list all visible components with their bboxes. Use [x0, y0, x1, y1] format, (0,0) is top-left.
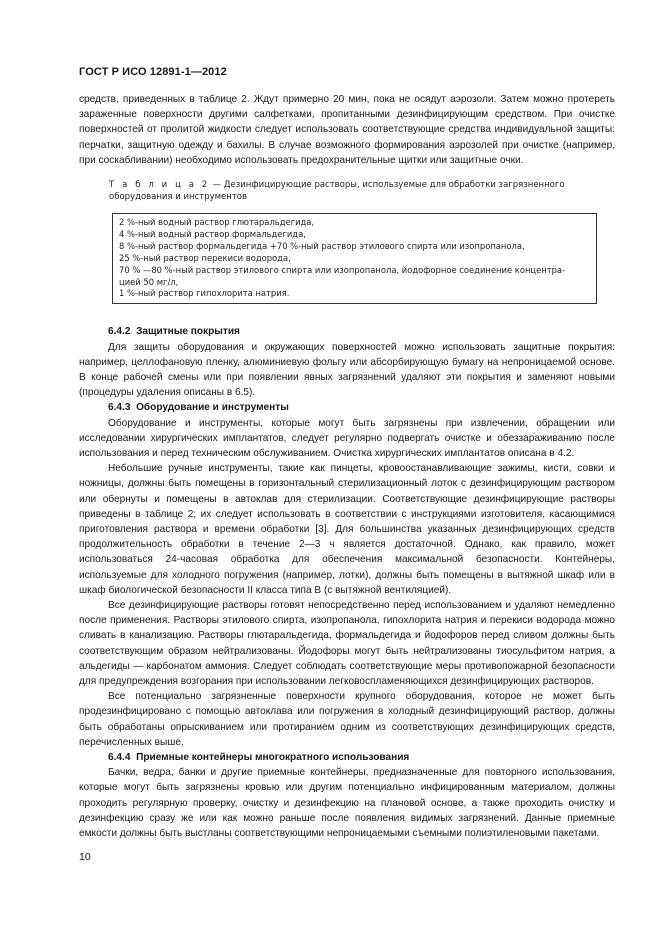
document-header: ГОСТ Р ИСО 12891-1—2012: [79, 66, 227, 78]
table-row: 8 %-ный раствор формальдегида +70 %-ный раствор этилового спирта или изопропанола,: [119, 240, 525, 251]
section-643-paragraph-4: Все потенциально загрязненные поверхности крупного оборудования, которое не может быть продезинфицировано с помощью автоклава или погружения в холодный дезинфицирующий раствор, должны быть обработаны опрыскиванием или протиранием одним из соответствующих дезинфицирующих средств, перечисленных выше.: [79, 691, 615, 748]
section-643-paragraph-3: Все дезинфицирующие растворы готовят непосредственно перед использованием и удаляют немедленно после применения. Растворы этилового спирта, изопропанола, гипохлорита натрия и перекиси водорода можно сливать в канализацию. Растворы глютаральдегида, формальдегида и йодофоров перед сливом должны быть соответствующим образом нейтрализованы. Йодофоры могут быть нейтрализованы тиосульфитом натрия, а альдегиды — карбонатом аммония. Следует соблюдать соответствующие меры противопожарной безопасности для предупреждения возгорания при использовании легковоспламеняющихся дезинфицирующих растворов.: [79, 600, 615, 688]
table-row: 70 % —80 %-ный раствор этилового спирта или изопропанола, йодофорное соединение концентра-: [119, 264, 566, 275]
section-643-paragraph-1: Оборудование и инструменты, которые могут быть загрязнены при извлечении, обращении или исследовании хирургических имплантатов, следует регулярно подвергать очистке и обеззараживанию после использования и перед техническим обслуживанием. Очистка хирургических имплантатов описана в 4.2.: [79, 417, 615, 459]
table-2-box: [112, 213, 597, 304]
section-number: 6.4.4: [108, 752, 131, 764]
table-row: 25 %-ный раствор перекиси водорода,: [119, 252, 291, 263]
page-number: 10: [79, 851, 91, 863]
section-644-paragraph: Бачки, ведра, банки и другие приемные контейнеры, предназначенные для повторного использования, которые могут быть загрязнены кровью или другим потенциально инфицированным материалом, должны проходить регулярную проверку, очистку и дезинфекцию на плановой основе, а также проходить очистку и дезинфекцию сразу же или как можно раньше после появления видимых загрязнений. Данные приемные емкости должны быть выстланы соответствующими непроницаемыми съемными полиэтиленовыми пакетами.: [79, 767, 615, 840]
table-2-caption: [109, 180, 615, 203]
section-643-heading: [79, 400, 615, 415]
section-number: 6.4.3: [108, 402, 131, 414]
document-body: [79, 92, 615, 841]
table-row: 2 %-ный водный раствор глютаральдегида,: [119, 217, 315, 228]
table-row: 1 %-ный раствор гипохлорита натрия.: [119, 288, 290, 299]
table-2-label: Т а б л и ц а 2: [109, 180, 210, 191]
section-title: Приемные контейнеры многократного использования: [136, 752, 410, 764]
section-644-heading: [79, 750, 615, 765]
table-row: 4 %-ный водный раствор формальдегида,: [119, 228, 306, 239]
section-title: Оборудование и инструменты: [136, 402, 289, 414]
section-643-paragraph-2: Небольшие ручные инструменты, такие как пинцеты, кровоостанавливающие зажимы, кисти, совки и ножницы, должны быть помещены в горизонтальный стерилизационный лоток с дезинфицирующим раствором или обернуты и помещены в автоклав для стерилизации. Соответствующие дезинфицирующие растворы приведены в таблице 2; их следует использовать в соответствии с инструкциями изготовителя, касающимися приготовления раствора и времени обработки [3]. Для большинства указанных дезинфицирующих средств продолжительность обработки в течение 2—3 ч является достаточной. Однако, как правило, может использоваться 24-часовая обработка для обеспечения максимальной безопасности. Контейнеры, используемые для холодного погружения (например, лотки), должны быть помещены в вытяжной шкаф или в шкаф биологической безопасности II класса типа B (с вытяжной вентиляцией).: [79, 463, 615, 596]
intro-paragraph: средств, приведенных в таблице 2. Ждут примерно 20 мин, пока не осядут аэрозоли. Затем можно протереть зараженные поверхности другими салфетками, пропитанными дезинфицирующим средством. При очистке поверхностей от пролитой жидкости следует использовать соответствующие средства индивидуальной защиты: перчатки, защитную одежду и бахилы. В случае возможного формирования аэрозолей при очистке (например, при соскабливании) необходимо использовать предохранительные щитки или защитные очки.: [79, 94, 615, 166]
table-row: цией 50 мг/л,: [119, 276, 179, 287]
table-2-title: — Дезинфицирующие растворы, используемые для обработки загрязненного оборудования и инструментов: [109, 180, 565, 202]
section-642-heading: [79, 324, 615, 339]
section-642-paragraph: Для защиты оборудования и окружающих поверхностей можно использовать защитные покрытия: например, целлофановую пленку, алюминиевую фольгу или абсорбирующую бумагу на непроницаемой основе. В конце рабочей смены или при появлении явных загрязнений удаляют эти покрытия и заменяют новыми (процедуры удаления описаны в 6.5).: [79, 341, 615, 399]
section-number: 6.4.2: [108, 326, 131, 338]
section-title: Защитные покрытия: [136, 326, 240, 338]
